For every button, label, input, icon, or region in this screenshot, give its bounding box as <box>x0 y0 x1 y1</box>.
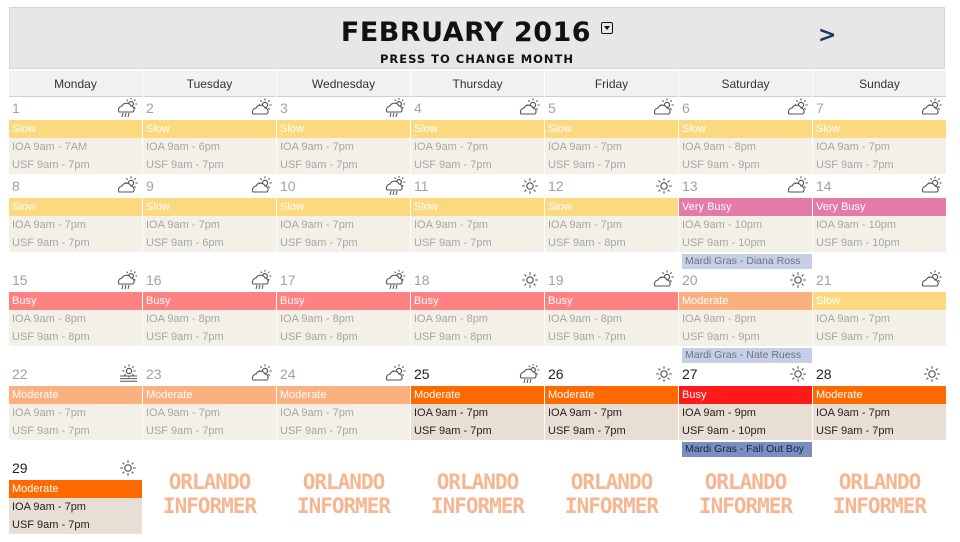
ioa-hours: IOA 9am - 7AM <box>12 141 88 153</box>
partly-cloudy-icon <box>251 98 273 118</box>
day-number: 2 <box>146 100 154 116</box>
event-badge[interactable]: Mardi Gras - Nate Ruess <box>682 348 812 363</box>
day-number: 24 <box>280 366 296 382</box>
park-hours <box>411 310 544 346</box>
ioa-hours: IOA 9am - 9pm <box>682 407 756 419</box>
day-cell-9[interactable] <box>143 176 276 270</box>
park-hours <box>143 310 276 346</box>
sun-icon <box>117 458 139 478</box>
park-hours <box>813 310 946 346</box>
crowd-level-badge: Moderate <box>277 386 410 404</box>
weekday-tuesday: Tuesday <box>143 71 276 97</box>
rain-icon <box>385 270 407 290</box>
usf-hours: USF 9am - 7pm <box>414 159 492 171</box>
orlando-informer-logo <box>813 470 946 542</box>
day-number: 18 <box>414 272 430 288</box>
logo-line-1: ORLANDO <box>570 470 653 494</box>
orlando-informer-logo <box>411 470 544 542</box>
change-month-hint[interactable]: PRESS TO CHANGE MONTH <box>379 52 575 66</box>
crowd-level-badge: Busy <box>9 292 142 310</box>
day-number: 13 <box>682 178 698 194</box>
crowd-level-badge: Slow <box>545 120 678 138</box>
usf-hours: USF 9am - 10pm <box>682 425 766 437</box>
day-number: 9 <box>146 178 154 194</box>
crowd-level-badge: Slow <box>143 198 276 216</box>
crowd-level-badge: Slow <box>277 120 410 138</box>
day-number: 8 <box>12 178 20 194</box>
ioa-hours: IOA 9am - 7pm <box>548 407 622 419</box>
usf-hours: USF 9am - 8pm <box>548 237 626 249</box>
ioa-hours: IOA 9am - 7pm <box>548 141 622 153</box>
day-cell-16[interactable] <box>143 270 276 364</box>
logo-line-2: INFORMER <box>296 494 391 518</box>
partly-cloudy-icon <box>921 270 943 290</box>
usf-hours: USF 9am - 6pm <box>146 237 224 249</box>
next-month-button[interactable]: > <box>818 23 837 48</box>
crowd-level-badge: Busy <box>277 292 410 310</box>
usf-hours: USF 9am - 10pm <box>816 237 900 249</box>
park-hours <box>9 216 142 252</box>
day-number: 16 <box>146 272 162 288</box>
sun-icon <box>519 176 541 196</box>
ioa-hours: IOA 9am - 8pm <box>548 313 622 325</box>
park-hours <box>9 404 142 440</box>
day-cell-13[interactable] <box>679 176 812 270</box>
partly-cloudy-icon <box>251 364 273 384</box>
rain-icon <box>117 270 139 290</box>
partly-cloudy-icon <box>787 98 809 118</box>
day-cell-23[interactable] <box>143 364 276 458</box>
day-cell-19[interactable] <box>545 270 678 364</box>
crowd-level-badge: Busy <box>679 386 812 404</box>
crowd-level-badge: Moderate <box>813 386 946 404</box>
partly-cloudy-icon <box>921 98 943 118</box>
crowd-level-badge: Moderate <box>411 386 544 404</box>
rain-icon <box>117 98 139 118</box>
park-hours <box>545 138 678 174</box>
event-badge[interactable]: Mardi Gras - Fall Out Boy <box>682 442 812 457</box>
day-number: 3 <box>280 100 288 116</box>
day-number: 7 <box>816 100 824 116</box>
day-cell-18[interactable] <box>411 270 544 364</box>
day-cell-17[interactable] <box>277 270 410 364</box>
park-hours <box>813 138 946 174</box>
usf-hours: USF 9am - 7pm <box>12 425 90 437</box>
day-number: 28 <box>816 366 832 382</box>
day-number: 4 <box>414 100 422 116</box>
park-hours <box>277 138 410 174</box>
logo-line-2: INFORMER <box>564 494 659 518</box>
usf-hours: USF 9am - 7pm <box>280 425 358 437</box>
park-hours <box>545 404 678 440</box>
park-hours <box>277 404 410 440</box>
usf-hours: USF 9am - 9pm <box>682 331 760 343</box>
ioa-hours: IOA 9am - 10pm <box>682 219 763 231</box>
dropdown-icon[interactable] <box>601 22 613 34</box>
crowd-level-badge: Slow <box>411 120 544 138</box>
crowd-level-badge: Slow <box>545 198 678 216</box>
weekday-sunday: Sunday <box>813 71 946 97</box>
ioa-hours: IOA 9am - 10pm <box>816 219 897 231</box>
sun-icon <box>519 270 541 290</box>
day-cell-24[interactable] <box>277 364 410 458</box>
weekday-wednesday: Wednesday <box>277 71 410 97</box>
crowd-level-badge: Slow <box>9 120 142 138</box>
ioa-hours: IOA 9am - 7pm <box>146 407 220 419</box>
park-hours <box>411 138 544 174</box>
park-hours <box>9 138 142 174</box>
day-number: 29 <box>12 460 28 476</box>
park-hours <box>277 310 410 346</box>
ioa-hours: IOA 9am - 7pm <box>816 407 890 419</box>
sun-icon <box>787 364 809 384</box>
day-number: 26 <box>548 366 564 382</box>
logo-line-2: INFORMER <box>832 494 927 518</box>
crowd-level-badge: Moderate <box>9 386 142 404</box>
park-hours <box>679 216 812 252</box>
orlando-informer-logo <box>143 470 276 542</box>
partly-cloudy-icon <box>117 176 139 196</box>
orlando-informer-logo <box>277 470 410 542</box>
day-number: 27 <box>682 366 698 382</box>
ioa-hours: IOA 9am - 7pm <box>12 407 86 419</box>
crowd-level-badge: Busy <box>545 292 678 310</box>
ioa-hours: IOA 9am - 7pm <box>146 219 220 231</box>
crowd-level-badge: Slow <box>411 198 544 216</box>
sun-icon <box>787 270 809 290</box>
partly-cloudy-icon <box>251 176 273 196</box>
day-cell-28[interactable] <box>813 364 946 458</box>
park-hours <box>143 216 276 252</box>
rain-icon <box>251 270 273 290</box>
ioa-hours: IOA 9am - 7pm <box>280 141 354 153</box>
ioa-hours: IOA 9am - 8pm <box>414 313 488 325</box>
ioa-hours: IOA 9am - 7pm <box>816 313 890 325</box>
partly-cloudy-icon <box>653 270 675 290</box>
day-cell-11[interactable] <box>411 176 544 270</box>
crowd-level-badge: Busy <box>143 292 276 310</box>
day-number: 10 <box>280 178 296 194</box>
day-number: 20 <box>682 272 698 288</box>
usf-hours: USF 9am - 7pm <box>12 237 90 249</box>
weekday-saturday: Saturday <box>679 71 812 97</box>
usf-hours: USF 9am - 9pm <box>682 159 760 171</box>
park-hours <box>545 310 678 346</box>
logo-line-1: ORLANDO <box>302 470 385 494</box>
day-number: 12 <box>548 178 564 194</box>
logo-line-1: ORLANDO <box>704 470 787 494</box>
crowd-level-badge: Very Busy <box>813 198 946 216</box>
ioa-hours: IOA 9am - 7pm <box>816 141 890 153</box>
crowd-level-badge: Slow <box>813 120 946 138</box>
crowd-level-badge: Slow <box>143 120 276 138</box>
day-cell-29[interactable] <box>9 458 142 542</box>
partly-cloudy-icon <box>921 176 943 196</box>
day-number: 25 <box>414 366 430 382</box>
park-hours <box>411 216 544 252</box>
partly-cloudy-icon <box>653 98 675 118</box>
usf-hours: USF 9am - 10pm <box>682 237 766 249</box>
crowd-level-badge: Moderate <box>9 480 142 498</box>
park-hours <box>679 138 812 174</box>
usf-hours: USF 9am - 7pm <box>280 237 358 249</box>
ioa-hours: IOA 9am - 6pm <box>146 141 220 153</box>
month-title[interactable] <box>10 17 944 48</box>
park-hours <box>679 404 812 440</box>
rain-icon <box>385 98 407 118</box>
ioa-hours: IOA 9am - 7pm <box>548 219 622 231</box>
day-cell-10[interactable] <box>277 176 410 270</box>
usf-hours: USF 9am - 8pm <box>280 331 358 343</box>
day-cell-22[interactable] <box>9 364 142 458</box>
crowd-level-badge: Slow <box>679 120 812 138</box>
day-number: 19 <box>548 272 564 288</box>
sun-icon <box>921 364 943 384</box>
usf-hours: USF 9am - 7pm <box>548 159 626 171</box>
park-hours <box>679 310 812 346</box>
usf-hours: USF 9am - 7pm <box>12 159 90 171</box>
usf-hours: USF 9am - 7pm <box>816 331 894 343</box>
weekday-friday: Friday <box>545 71 678 97</box>
day-cell-25[interactable] <box>411 364 544 458</box>
usf-hours: USF 9am - 7pm <box>414 237 492 249</box>
orlando-informer-logo <box>545 470 678 542</box>
ioa-hours: IOA 9am - 7pm <box>414 219 488 231</box>
fog-icon <box>117 364 139 384</box>
crowd-level-badge: Slow <box>9 198 142 216</box>
weekday-header-row <box>9 71 945 97</box>
ioa-hours: IOA 9am - 7pm <box>414 407 488 419</box>
logo-line-2: INFORMER <box>162 494 257 518</box>
rain-icon <box>519 364 541 384</box>
crowd-level-badge: Busy <box>411 292 544 310</box>
ioa-hours: IOA 9am - 7pm <box>12 219 86 231</box>
orlando-informer-logo <box>679 470 812 542</box>
park-hours <box>813 404 946 440</box>
usf-hours: USF 9am - 7pm <box>146 159 224 171</box>
day-number: 1 <box>12 100 20 116</box>
month-title-text[interactable]: FEBRUARY 2016 <box>340 17 592 48</box>
sun-icon <box>653 364 675 384</box>
ioa-hours: IOA 9am - 8pm <box>12 313 86 325</box>
day-number: 23 <box>146 366 162 382</box>
rain-icon <box>385 176 407 196</box>
crowd-level-badge: Moderate <box>545 386 678 404</box>
crowd-level-badge: Slow <box>277 198 410 216</box>
usf-hours: USF 9am - 7pm <box>146 425 224 437</box>
usf-hours: USF 9am - 7pm <box>12 519 90 531</box>
usf-hours: USF 9am - 7pm <box>548 331 626 343</box>
ioa-hours: IOA 9am - 8pm <box>682 141 756 153</box>
park-hours <box>9 310 142 346</box>
logo-line-1: ORLANDO <box>838 470 921 494</box>
park-hours <box>9 498 142 534</box>
ioa-hours: IOA 9am - 7pm <box>280 219 354 231</box>
ioa-hours: IOA 9am - 7pm <box>414 141 488 153</box>
park-hours <box>143 404 276 440</box>
weekday-thursday: Thursday <box>411 71 544 97</box>
logo-line-1: ORLANDO <box>436 470 519 494</box>
day-number: 15 <box>12 272 28 288</box>
partly-cloudy-icon <box>519 98 541 118</box>
day-number: 6 <box>682 100 690 116</box>
ioa-hours: IOA 9am - 8pm <box>682 313 756 325</box>
park-hours <box>813 216 946 252</box>
day-number: 14 <box>816 178 832 194</box>
day-cell-21[interactable] <box>813 270 946 364</box>
day-cell-14[interactable] <box>813 176 946 270</box>
month-header[interactable] <box>9 7 945 69</box>
usf-hours: USF 9am - 7pm <box>414 425 492 437</box>
sun-icon <box>653 176 675 196</box>
day-number: 22 <box>12 366 28 382</box>
day-cell-27[interactable] <box>679 364 812 458</box>
park-hours <box>143 138 276 174</box>
usf-hours: USF 9am - 7pm <box>548 425 626 437</box>
partly-cloudy-icon <box>385 364 407 384</box>
logo-line-2: INFORMER <box>430 494 525 518</box>
logo-line-2: INFORMER <box>698 494 793 518</box>
ioa-hours: IOA 9am - 7pm <box>12 501 86 513</box>
usf-hours: USF 9am - 7pm <box>816 425 894 437</box>
usf-hours: USF 9am - 8pm <box>12 331 90 343</box>
usf-hours: USF 9am - 8pm <box>414 331 492 343</box>
logo-line-1: ORLANDO <box>168 470 251 494</box>
crowd-level-badge: Very Busy <box>679 198 812 216</box>
day-number: 17 <box>280 272 296 288</box>
weekday-monday: Monday <box>9 71 142 97</box>
day-cell-8[interactable] <box>9 176 142 270</box>
park-hours <box>545 216 678 252</box>
usf-hours: USF 9am - 7pm <box>280 159 358 171</box>
event-badge[interactable]: Mardi Gras - Diana Ross <box>682 254 812 269</box>
day-cell-15[interactable] <box>9 270 142 364</box>
crowd-level-badge: Moderate <box>679 292 812 310</box>
crowd-level-badge: Moderate <box>143 386 276 404</box>
usf-hours: USF 9am - 7pm <box>146 331 224 343</box>
partly-cloudy-icon <box>787 176 809 196</box>
ioa-hours: IOA 9am - 7pm <box>280 407 354 419</box>
day-cell-26[interactable] <box>545 364 678 458</box>
park-hours <box>411 404 544 440</box>
day-number: 21 <box>816 272 832 288</box>
day-number: 11 <box>414 178 429 194</box>
ioa-hours: IOA 9am - 8pm <box>146 313 220 325</box>
ioa-hours: IOA 9am - 8pm <box>280 313 354 325</box>
crowd-level-badge: Slow <box>813 292 946 310</box>
park-hours <box>277 216 410 252</box>
day-cell-12[interactable] <box>545 176 678 270</box>
usf-hours: USF 9am - 7pm <box>816 159 894 171</box>
day-number: 5 <box>548 100 556 116</box>
day-cell-20[interactable] <box>679 270 812 364</box>
